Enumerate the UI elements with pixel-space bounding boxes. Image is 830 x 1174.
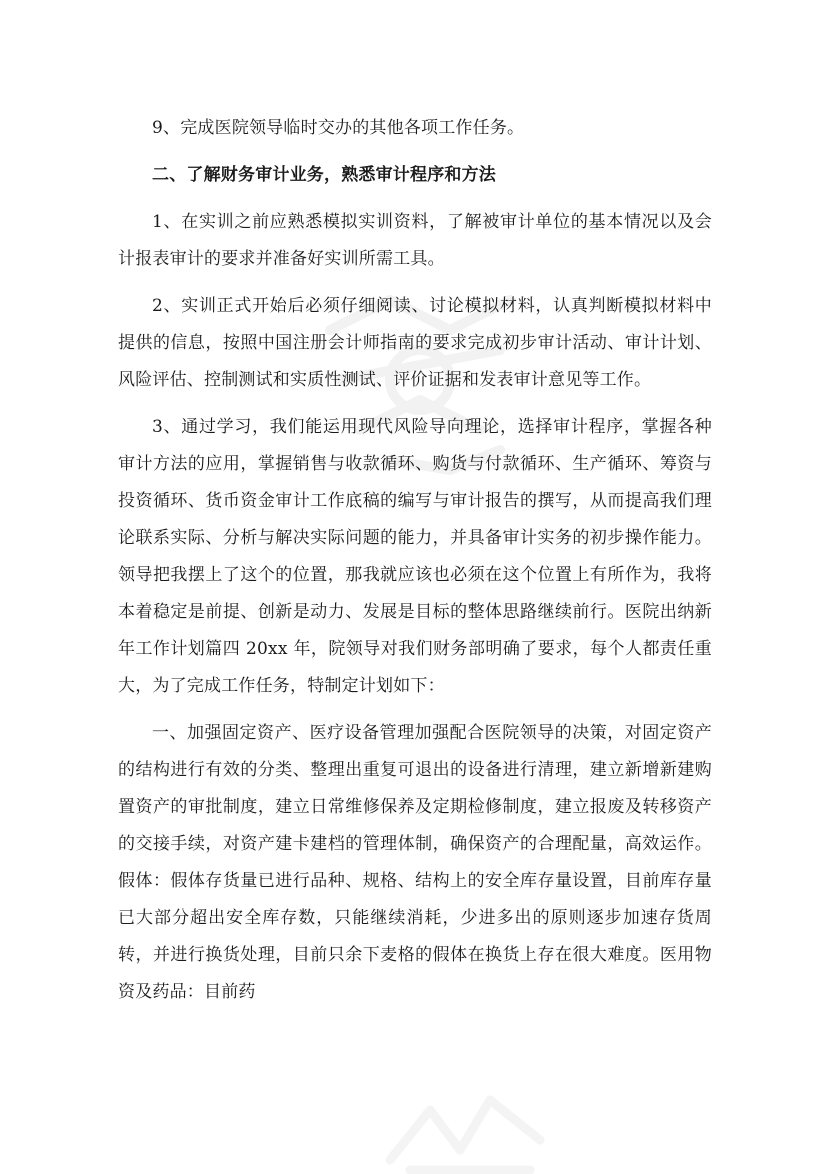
watermark-bottom-icon — [370, 1070, 570, 1174]
paragraph-item-1: 1、在实训之前应熟悉模拟实训资料，了解被审计单位的基本情况以及会计报表审计的要求并准备好实训所需工具。 — [118, 212, 712, 269]
paragraph-fixed-assets: 一、加强固定资产、医疗设备管理加强配合医院领导的决策，对固定资产的结构进行有效的分类、整理出重复可退出的设备进行清理，建立新增新建购置资产的审批制度，建立日常维修保养及定期检修制度，建立报废及转移资产的交接手续，对资产建卡建档的管理体制，确保资产的合理配量，高效运作。假体：假体存货量已进行品种、规格、结构上的安全库存量设置，目前库存量已大部分超出安全库存数，只能继续消耗，少进多出的原则逐步加速存货周转，并进行换货处理，目前只余下麦格的假体在换货上存在很大难度。医用物资及药品：目前药 — [118, 723, 712, 1002]
paragraph-item-2: 2、实训正式开始后必须仔细阅读、讨论模拟材料，认真判断模拟材料中提供的信息，按照中国注册会计师指南的要求完成初步审计活动、审计计划、风险评估、控制测试和实质性测试、评价证据和发表审计意见等工作。 — [118, 296, 712, 390]
paragraph-item-9: 9、完成医院领导临时交办的其他各项工作任务。 — [152, 118, 525, 138]
document-body — [118, 110, 712, 1011]
section-heading-audit: 二、了解财务审计业务，熟悉审计程序和方法 — [152, 165, 496, 185]
paragraph-item-3: 3、通过学习，我们能运用现代风险导向理论，选择审计程序，掌握各种审计方法的应用，掌握销售与收款循环、购货与付款循环、生产循环、筹资与投资循环、货币资金审计工作底稿的编写与审计报告的撰写，从而提高我们理论联系实际、分析与解决实际问题的能力，并具备审计实务的初步操作能力。领导把我摆上了这个的位置，那我就应该也必须在这个位置上有所作为，我将本着稳定是前提、创新是动力、发展是目标的整体思路继续前行。医院出纳新年工作计划篇四 20xx 年，院领导对我们财务部明确了要求，每个人都责任重大，为了完成工作任务，特制定计划如下： — [118, 417, 712, 696]
